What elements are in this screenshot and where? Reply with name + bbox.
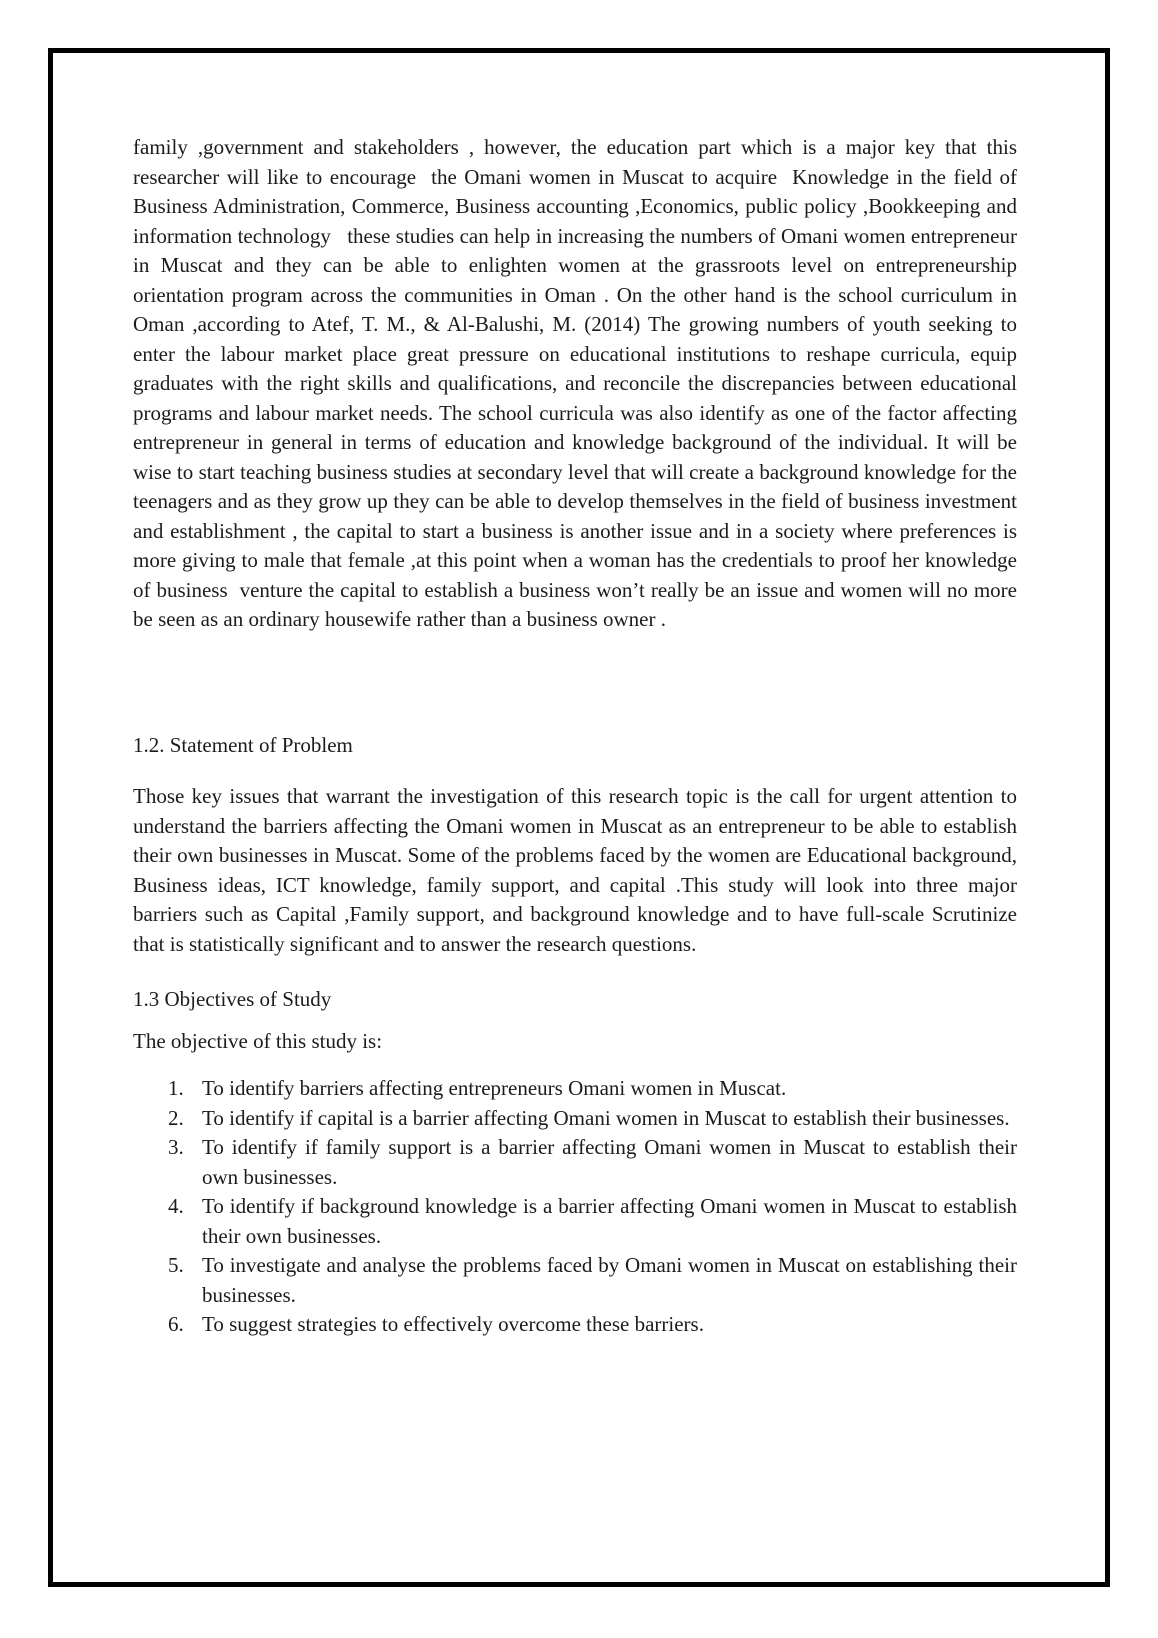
- objective-item-2: [133, 1104, 1017, 1134]
- objective-number-5: 5.: [168, 1253, 184, 1277]
- section-heading-objectives-of-study: 1.3 Objectives of Study: [133, 987, 332, 1011]
- objective-number-3: 3.: [168, 1135, 184, 1159]
- objective-item-6: [133, 1310, 1017, 1340]
- objective-item-5: [133, 1251, 1017, 1310]
- document-page: [53, 53, 1105, 1582]
- page-border-frame: [48, 48, 1110, 1587]
- objective-text-3: To identify if family support is a barrier affecting Omani women in Muscat to establish their own businesses.: [202, 1135, 1017, 1189]
- objective-number-2: 2.: [168, 1105, 184, 1130]
- objective-text-6: To suggest strategies to effectively overcome these barriers.: [202, 1312, 704, 1336]
- section-heading-statement-of-problem: 1.2. Statement of Problem: [133, 732, 353, 757]
- objectives-list: [133, 1074, 1017, 1340]
- objective-text-4: To identify if background knowledge is a barrier affecting Omani women in Muscat to establish their own businesses.: [202, 1194, 1017, 1248]
- objective-text-5: To investigate and analyse the problems faced by Omani women in Muscat on establishing their businesses.: [202, 1253, 1017, 1307]
- objective-text-2: To identify if capital is a barrier affecting Omani women in Muscat to establish their businesses.: [202, 1105, 1010, 1130]
- objective-item-1: [133, 1074, 1017, 1104]
- objective-number-1: 1.: [168, 1076, 184, 1100]
- objective-number-4: 4.: [168, 1194, 184, 1218]
- objective-text-1: To identify barriers affecting entrepreneurs Omani women in Muscat.: [202, 1076, 787, 1100]
- objective-item-3: [133, 1133, 1017, 1192]
- intro-paragraph: family ,government and stakeholders , however, the education part which is a major key that this researcher will like to encourage the Omani women in Muscat to acquire Knowledge in the field of Business Administration, Commerce, Business accounting ,Economics, public policy ,Bookkeeping and information technology these studies can help in increasing the numbers of Omani women entrepreneur in Muscat and they can be able to enlighten women at the grassroots level on entrepreneurship orientation program across the communities in Oman . On the other hand is the school curriculum in Oman ,according to Atef, T. M., & Al-Balushi, M. (2014) The growing numbers of youth seeking to enter the labour market place great pressure on educational institutions to reshape curricula, equip graduates with the right skills and qualifications, and reconcile the discrepancies between educational programs and labour market needs. The school curricula was also identify as one of the factor affecting entrepreneur in general in terms of education and knowledge background of the individual. It will be wise to start teaching business studies at secondary level that will create a background knowledge for the teenagers and as they grow up they can be able to develop themselves in the field of business investment and establishment , the capital to start a business is another issue and in a society where preferences is more giving to male that female ,at this point when a woman has the credentials to proof her knowledge of business venture the capital to establish a business won’t really be an issue and women will no more be seen as an ordinary housewife rather than a business owner .: [133, 135, 1023, 631]
- objective-number-6: 6.: [168, 1312, 184, 1336]
- objective-item-4: [133, 1192, 1017, 1251]
- statement-of-problem-paragraph: Those key issues that warrant the investigation of this research topic is the call for urgent attention to understand the barriers affecting the Omani women in Muscat as an entrepreneur to be able to establish their own businesses in Muscat. Some of the problems faced by the women are Educational background, Business ideas, ICT knowledge, family support, and capital .This study will look into three major barriers such as Capital ,Family support, and background knowledge and to have full-scale Scrutinize that is statistically significant and to answer the research questions.: [133, 784, 1023, 956]
- objectives-intro-line: The objective of this study is:: [133, 1028, 383, 1053]
